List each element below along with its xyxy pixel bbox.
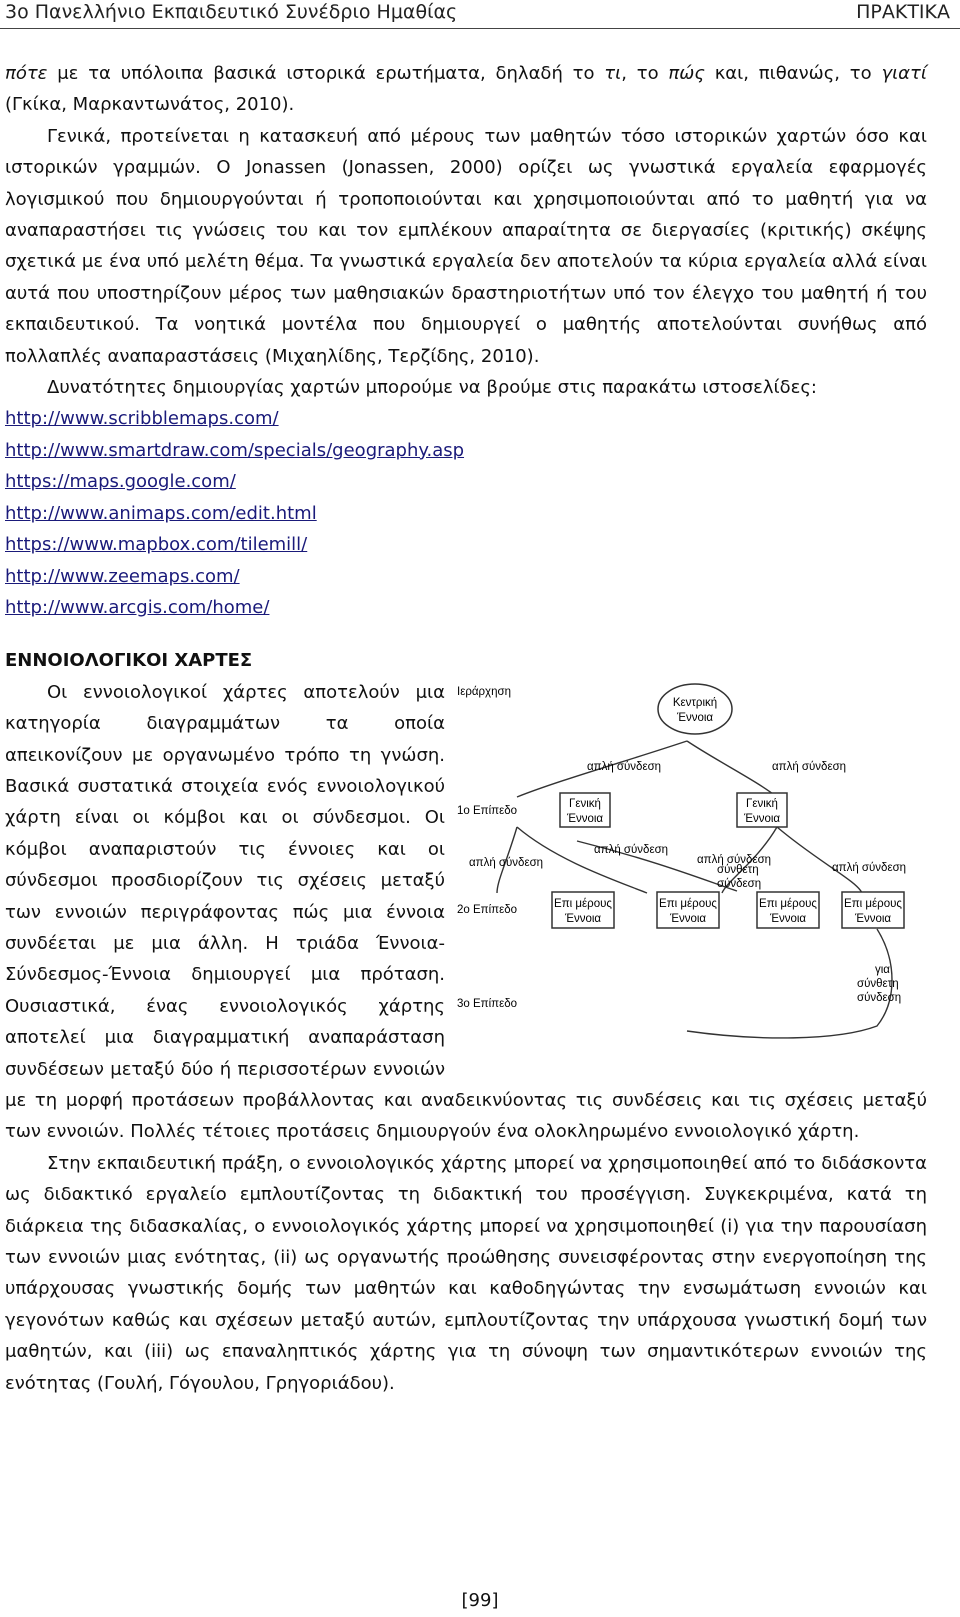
node-label: Κεντρική	[672, 696, 718, 709]
link-label: απλή σύνδεση	[697, 853, 772, 866]
node-label: Έννοια	[676, 711, 714, 724]
italic-what: τι	[604, 63, 622, 84]
node-label: Επι μέρους	[554, 897, 612, 910]
page-header	[0, 0, 960, 29]
paragraph-4: Οι εννοιολογικοί χάρτες αποτελούν μια κατηγορία διαγραμμάτων τα οποία απεικονίζουν με οργανωμένο τρόπο τη γνώση. Βασικά συστατικά στοιχεία ενός εννοιολογικού χάρτη είναι οι κόμβοι και οι σύνδεσμοι. Οι κόμβοι αναπαριστούν τις έννοιες και οι σύνδεσμοι προσδιορίζουν τις σχέσεις μεταξύ των εννοιών περιγράφοντας πώς μια έννοια συνδέεται με μια άλλη. Η τριάδα Έννοια-Σύνδεσμος-Έννοια δημιουργεί μια πρόταση. Ουσιαστικά, ένας εννοιολογικός χάρτης αποτελεί μια διαγραμματική αναπαράσταση συνδέσεων μεταξύ δύο ή περισσοτέρων εννοιών με τη μορφή προτάσεων προβάλλοντας και αναδεικνύοντας τις συνδέσεις και τις σχέσεις μεταξύ των εννοιών. Πολλές τέτοιες προτάσεις δημιουργούν ένα ολοκληρωμένο εννοιολογικό χάρτη.	[5, 681, 927, 1143]
node-label: Έννοια	[566, 812, 604, 825]
link-label: απλή σύνδεση	[832, 861, 907, 874]
text-run: και, πιθανώς, το	[704, 63, 882, 84]
node-label: Έννοια	[854, 912, 892, 925]
link-zeemaps[interactable]: http://www.zeemaps.com/	[5, 565, 240, 587]
link-arcgis[interactable]: http://www.arcgis.com/home/	[5, 596, 270, 618]
node-label: Επι μέρους	[759, 897, 817, 910]
link-scribblemaps[interactable]: http://www.scribblemaps.com/	[5, 408, 279, 430]
node-label: Γενική	[569, 797, 601, 810]
level-label: 1ο Επίπεδο	[457, 804, 518, 817]
node-label: Έννοια	[743, 812, 781, 825]
cross-link-label: σύνδεση	[717, 877, 762, 890]
paragraph-1	[5, 58, 927, 121]
link-google-maps[interactable]: https://maps.google.com/	[5, 471, 236, 493]
cross-link-label: για	[875, 963, 890, 976]
node-label: Έννοια	[564, 912, 602, 925]
cross-link-label: σύνθετη	[857, 977, 899, 990]
text-run: με τα υπόλοιπα βασικά ιστορικά ερωτήματα, δηλαδή το	[47, 63, 605, 84]
link-smartdraw[interactable]: http://www.smartdraw.com/specials/geography.asp	[5, 439, 465, 461]
links-list	[5, 403, 927, 623]
node-label: Επι μέρους	[844, 897, 902, 910]
italic-how: πώς	[668, 63, 705, 84]
level-label: 2ο Επίπεδο	[457, 903, 518, 916]
conference-title: 3ο Πανελλήνιο Εκπαιδευτικό Συνέδριο Ημαθίας	[5, 1, 458, 23]
main-content	[5, 58, 927, 1399]
level-label: Ιεράρχηση	[457, 685, 511, 698]
link-mapbox[interactable]: https://www.mapbox.com/tilemill/	[5, 534, 308, 556]
concept-map-diagram	[457, 681, 927, 1056]
concept-map-figure	[457, 681, 927, 1056]
section-heading: ΕΝΝΟΙΟΛΟΓΙΚΟΙ ΧΑΡΤΕΣ	[5, 650, 253, 672]
text-run: , το	[621, 63, 669, 84]
node-label: Επι μέρους	[659, 897, 717, 910]
connections	[497, 741, 892, 1038]
link-label: απλή σύνδεση	[469, 856, 544, 869]
italic-when: πότε	[5, 63, 48, 84]
paragraph-3: Δυνατότητες δημιουργίας χαρτών μπορούμε να βρούμε στις παρακάτω ιστοσελίδες:	[47, 377, 817, 399]
paragraph-2: Γενικά, προτείνεται η κατασκευή από μέρους των μαθητών τόσο ιστορικών χαρτών όσο και ιστορικών γραμμών. Ο Jonassen (Jonassen, 2000) ορίζει ως γνωστικά εργαλεία εφαρμογές λογισμικού που δημιουργούνται ή τροποποιούνται και χρησιμοποιούνται από το μαθητή για να αναπαραστήσει τις γνώσεις του και τον εμπλέκουν απαραίτητα σε διεργασίες (κριτικής) σκέψης σχετικά με ένα υπό μελέτη θέμα. Τα γνωστικά εργαλεία δεν αποτελούν τα κύρια εργαλεία αλλά είναι αυτά που υποστηρίζουν μέρος των μαθησιακών δραστηριοτήτων υπό τον έλεγχο του μαθητή ή του εκπαιδευτικού. Τα νοητικά μοντέλα που δημιουργεί ο μαθητής αποτελούνται συνήθως από πολλαπλές αναπαραστάσεις (Μιχαηλίδης, Τερζίδης, 2010).	[5, 125, 927, 367]
cross-link-label: σύνδεση	[857, 991, 902, 1004]
link-label: απλή σύνδεση	[594, 843, 669, 856]
text-run: (Γκίκα, Μαρκαντωνάτος, 2010).	[5, 94, 295, 116]
link-line	[777, 827, 862, 893]
italic-why: γιατί	[881, 63, 927, 84]
link-animaps[interactable]: http://www.animaps.com/edit.html	[5, 502, 317, 524]
cross-link-label: σύνθετη	[717, 863, 759, 876]
paragraph-5: Στην εκπαιδευτική πράξη, ο εννοιολογικός χάρτης μπορεί να χρησιμοποιηθεί από το διδάσκοντα ως διδακτικό εργαλείο εμπλουτίζοντας τη διδακτική του προσέγγιση. Συγκεκριμένα, κατά τη διάρκεια της διδασκαλίας, ο εννοιολογικός χάρτης μπορεί να χρησιμοποιηθεί (i) για την παρουσίαση των εννοιών μιας ενότητας, (ii) ως οργανωτής προώθησης συνεισφέροντας στην ενεργοποίηση της υπάρχουσας γνωστικής δομής των μαθητών και καθοδηγώντας την ενσωμάτωση εννοιών και γεγονότων καθώς και σχέσεων μεταξύ αυτών, εμπλουτίζοντας την υπάρχουσα γνωστική δομή των μαθητών, και (iii) ως επαναληπτικός χάρτης για τη σύνοψη των σημαντικότερων εννοιών της ενότητας (Γουλή, Γόγουλου, Γρηγοριάδου).	[5, 1152, 927, 1394]
node-label: Γενική	[746, 797, 778, 810]
central-concept-node	[658, 684, 732, 734]
node-label: Έννοια	[669, 912, 707, 925]
level-label: 3ο Επίπεδο	[457, 997, 518, 1010]
node-label: Έννοια	[769, 912, 807, 925]
page-number: [99]	[461, 1590, 499, 1611]
section-label: ΠΡΑΚΤΙΚΑ	[856, 1, 950, 23]
link-label: απλή σύνδεση	[587, 760, 662, 773]
link-line	[687, 741, 777, 797]
link-label: απλή σύνδεση	[772, 760, 847, 773]
